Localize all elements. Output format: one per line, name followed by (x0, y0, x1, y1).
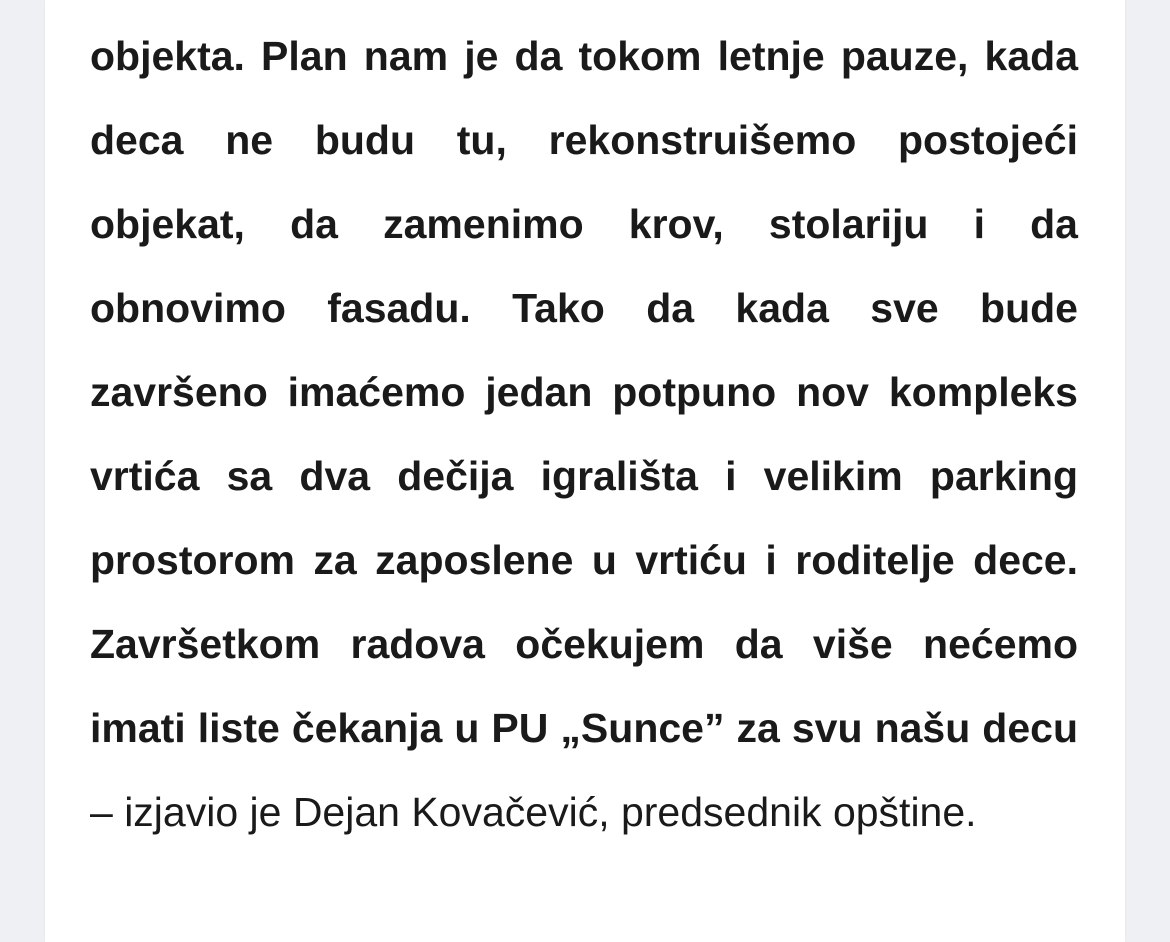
article-paragraph (90, 14, 1078, 854)
article-card (45, 0, 1125, 942)
quote-text: objekta. Plan nam je da tokom letnje pauze, kada deca ne budu tu, rekonstruišemo postojeći objekat, da zamenimo krov, stolariju i da obnovimo fasadu. Tako da kada sve bude završeno imaćemo jedan potpuno nov kompleks vrtića sa dva dečija igrališta i velikim parking prostorom za zaposlene u vrtiću i roditelje dece. Završetkom radova očekujem da više nećemo imati liste čekanja u PU „Sunce” za svu našu decu (90, 33, 1078, 751)
attribution-text: – izjavio je Dejan Kovačević, predsednik opštine. (90, 789, 977, 835)
